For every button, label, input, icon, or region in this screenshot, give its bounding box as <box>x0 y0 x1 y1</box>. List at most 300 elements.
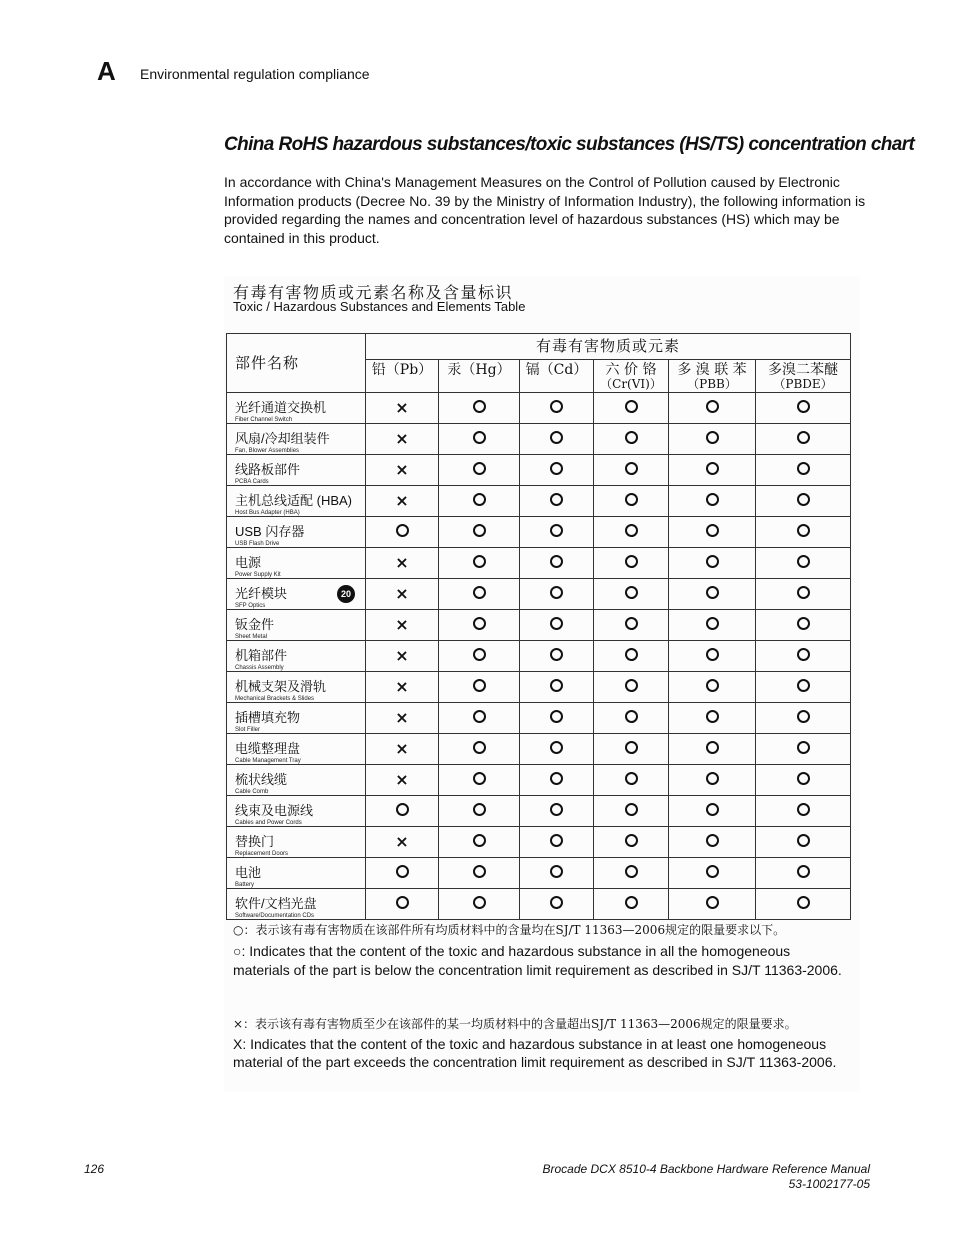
substance-mark-cell <box>439 610 520 641</box>
part-name-cn: 电池 <box>235 865 262 880</box>
circle-mark-icon <box>396 803 409 816</box>
substance-mark-cell <box>520 796 594 827</box>
substance-mark-cell <box>669 765 756 796</box>
circle-mark-icon <box>625 679 638 692</box>
circle-mark-icon <box>550 462 563 475</box>
circle-mark-icon <box>625 400 638 413</box>
substance-mark-cell <box>520 703 594 734</box>
substance-mark-cell <box>594 393 669 424</box>
circle-mark-icon <box>550 772 563 785</box>
circle-mark-icon <box>625 431 638 444</box>
substance-mark-cell <box>756 858 851 889</box>
table-row <box>227 517 851 548</box>
circle-mark-icon <box>473 555 486 568</box>
circle-mark-icon <box>706 710 719 723</box>
rohs-figure <box>224 276 860 1092</box>
substance-name: 六 价 铬 <box>605 362 657 378</box>
substance-mark-cell <box>439 827 520 858</box>
substance-mark-cell <box>520 827 594 858</box>
legend-x-en: X: Indicates that the content of the toxic and hazardous substance in at least one homogeneous material of the part exceeds the concentration limit requirement as described in SJ/T 11363-2006. <box>233 1036 837 1070</box>
part-name-cell <box>227 424 366 455</box>
circle-mark-icon <box>706 865 719 878</box>
substance-mark-cell <box>439 734 520 765</box>
legend-o-en: ○: Indicates that the content of the toxic and hazardous substance in all the homogeneous materials of the part is below the concentration limit requirement as described in SJ/T 11363-2006. <box>233 943 842 978</box>
substance-mark-cell <box>366 641 439 672</box>
circle-mark-icon <box>625 834 638 847</box>
substance-mark-cell <box>756 548 851 579</box>
substance-mark-cell <box>366 889 439 920</box>
circle-mark-icon <box>706 834 719 847</box>
cross-mark-icon: × <box>395 429 409 448</box>
substance-mark-cell <box>439 672 520 703</box>
table-row <box>227 486 851 517</box>
part-name-en: Cables and Power Cords <box>235 820 302 826</box>
circle-mark-icon <box>550 400 563 413</box>
substance-mark-cell <box>594 734 669 765</box>
part-name-cn: 机械支架及滑轨 <box>235 679 327 694</box>
circle-mark-icon <box>797 524 810 537</box>
circle-mark-icon <box>550 648 563 661</box>
substance-mark-cell <box>756 827 851 858</box>
part-name-cn: 线路板部件 <box>235 462 301 477</box>
part-name-cell <box>227 796 366 827</box>
substance-mark-cell <box>366 579 439 610</box>
table-row <box>227 424 851 455</box>
circle-mark-icon <box>706 555 719 568</box>
part-name-cn: 钣金件 <box>235 617 275 632</box>
substance-mark-cell <box>594 548 669 579</box>
part-name-cell <box>227 734 366 765</box>
cross-mark-icon: × <box>395 615 409 634</box>
substance-mark-cell <box>594 455 669 486</box>
footer-manual-title: Brocade DCX 8510-4 Backbone Hardware Reference Manual <box>542 1162 870 1176</box>
legend-o-cn: ○：表示该有毒有害物质在该部件所有均质材料中的含量均在SJ/T 11363—2006规定的限量要求以下。 <box>233 923 786 937</box>
table-row <box>227 393 851 424</box>
circle-mark-icon <box>473 896 486 909</box>
substance-mark-cell <box>520 889 594 920</box>
part-name-en: Power Supply Kit <box>235 572 281 578</box>
substance-mark-cell <box>439 579 520 610</box>
section-heading: China RoHS hazardous substances/toxic substances (HS/TS) concentration chart <box>224 134 915 155</box>
intro-paragraph: In accordance with China's Management Measures on the Control of Pollution caused by Electronic Information products (Decree No. 39 by the Ministry of Information Industry), the following information is provided regarding the names and concentration level of hazardous substances (HS) which may be contained in this product. <box>224 174 866 247</box>
substance-mark-cell <box>366 393 439 424</box>
substance-mark-cell <box>594 424 669 455</box>
part-name-cell <box>227 517 366 548</box>
circle-mark-icon <box>797 679 810 692</box>
substance-mark-cell <box>756 579 851 610</box>
substance-mark-cell <box>594 703 669 734</box>
circle-mark-icon <box>473 803 486 816</box>
substance-mark-cell <box>669 734 756 765</box>
part-name-cell <box>227 579 366 610</box>
substance-mark-cell <box>756 641 851 672</box>
circle-mark-icon <box>550 493 563 506</box>
substance-mark-cell <box>669 889 756 920</box>
circle-mark-icon <box>797 865 810 878</box>
substance-mark-cell <box>669 455 756 486</box>
substance-mark-cell <box>520 455 594 486</box>
circle-mark-icon <box>706 493 719 506</box>
table-row <box>227 703 851 734</box>
circle-mark-icon <box>625 462 638 475</box>
figure-title-cn: 有毒有害物质或元素名称及含量标识 <box>233 283 514 302</box>
part-name-en: Chassis Assembly <box>235 665 284 671</box>
circle-mark-icon <box>625 896 638 909</box>
part-name-cn: 主机总线适配 (HBA) <box>235 493 353 508</box>
cross-mark-icon: × <box>395 491 409 510</box>
part-name-cn: 光纤通道交换机 <box>235 400 327 415</box>
circle-mark-icon <box>625 524 638 537</box>
circle-mark-icon <box>550 524 563 537</box>
part-name-en: Cable Management Tray <box>235 758 301 764</box>
substance-mark-cell <box>439 486 520 517</box>
part-name-cell <box>227 548 366 579</box>
rohs-table <box>226 333 851 920</box>
cross-mark-icon: × <box>395 677 409 696</box>
part-name-cell <box>227 393 366 424</box>
cross-mark-icon: × <box>395 584 409 603</box>
circle-mark-icon <box>706 524 719 537</box>
circle-mark-icon <box>706 896 719 909</box>
circle-mark-icon <box>473 679 486 692</box>
substance-mark-cell <box>669 486 756 517</box>
substance-mark-cell <box>669 393 756 424</box>
substance-mark-cell <box>669 548 756 579</box>
substance-mark-cell <box>439 889 520 920</box>
part-name-en: Host Bus Adapter (HBA) <box>235 510 300 516</box>
substance-mark-cell <box>669 641 756 672</box>
cross-mark-icon: × <box>395 770 409 789</box>
part-name-en: Slot Filler <box>235 727 261 733</box>
substance-symbol: （PBDE） <box>773 377 833 391</box>
substance-name: 多溴二苯醚 <box>768 362 839 378</box>
substance-mark-cell <box>669 424 756 455</box>
substance-mark-cell <box>756 703 851 734</box>
circle-mark-icon <box>625 586 638 599</box>
part-name-en: Fiber Channel Switch <box>235 417 293 423</box>
substance-mark-cell <box>439 548 520 579</box>
circle-mark-icon <box>706 679 719 692</box>
substance-header <box>366 360 439 393</box>
part-name-cell <box>227 765 366 796</box>
circle-mark-icon <box>473 648 486 661</box>
part-name-cn: 电缆整理盘 <box>235 741 301 756</box>
substance-mark-cell <box>366 858 439 889</box>
substance-mark-cell <box>520 393 594 424</box>
circle-mark-icon <box>473 524 486 537</box>
circle-mark-icon <box>550 741 563 754</box>
circle-mark-icon <box>550 679 563 692</box>
circle-mark-icon <box>797 493 810 506</box>
circle-mark-icon <box>396 896 409 909</box>
cross-mark-icon: × <box>395 646 409 665</box>
circle-mark-icon <box>625 493 638 506</box>
substance-name: 铅（Pb） <box>371 362 433 378</box>
circle-mark-icon <box>473 493 486 506</box>
substance-mark-cell <box>520 579 594 610</box>
circle-mark-icon <box>473 834 486 847</box>
circle-mark-icon <box>550 617 563 630</box>
substance-mark-cell <box>520 424 594 455</box>
substance-mark-cell <box>756 734 851 765</box>
substance-mark-cell <box>756 393 851 424</box>
substance-mark-cell <box>439 641 520 672</box>
substance-mark-cell <box>520 765 594 796</box>
part-name-en: Replacement Doors <box>235 851 289 857</box>
substance-mark-cell <box>366 548 439 579</box>
substance-mark-cell <box>520 858 594 889</box>
cross-mark-icon: × <box>395 739 409 758</box>
circle-mark-icon <box>396 524 409 537</box>
substance-mark-cell <box>669 517 756 548</box>
substance-mark-cell <box>366 455 439 486</box>
substance-mark-cell <box>594 796 669 827</box>
substance-mark-cell <box>439 765 520 796</box>
part-name-cn: 梳状线缆 <box>235 772 288 787</box>
footer-doc-number: 53-1002177-05 <box>788 1177 870 1191</box>
substance-mark-cell <box>756 610 851 641</box>
circle-mark-icon <box>550 555 563 568</box>
cross-mark-icon: × <box>395 832 409 851</box>
substances-group-header: 有毒有害物质或元素 <box>366 334 851 360</box>
substance-mark-cell <box>594 765 669 796</box>
circle-mark-icon <box>797 648 810 661</box>
substance-mark-cell <box>756 796 851 827</box>
substance-mark-cell <box>366 517 439 548</box>
substance-mark-cell <box>669 858 756 889</box>
circle-mark-icon <box>473 772 486 785</box>
circle-mark-icon <box>550 431 563 444</box>
substance-mark-cell <box>594 579 669 610</box>
substance-mark-cell <box>366 827 439 858</box>
circle-mark-icon <box>797 617 810 630</box>
circle-mark-icon <box>625 555 638 568</box>
part-name-cn: USB 闪存器 <box>235 524 305 539</box>
circle-mark-icon <box>625 741 638 754</box>
part-name-cn: 插槽填充物 <box>235 710 301 725</box>
substance-mark-cell <box>756 455 851 486</box>
circle-mark-icon <box>797 741 810 754</box>
substance-mark-cell <box>366 734 439 765</box>
substance-mark-cell <box>520 517 594 548</box>
circle-mark-icon <box>706 772 719 785</box>
part-name-cell <box>227 889 366 920</box>
substance-mark-cell <box>594 672 669 703</box>
substance-mark-cell <box>439 858 520 889</box>
substance-mark-cell <box>520 672 594 703</box>
part-name-cell <box>227 703 366 734</box>
substance-mark-cell <box>439 517 520 548</box>
part-name-cell <box>227 610 366 641</box>
substance-mark-cell <box>520 486 594 517</box>
table-row <box>227 672 851 703</box>
figure-title-en: Toxic / Hazardous Substances and Elements Table <box>233 299 526 314</box>
table-row <box>227 641 851 672</box>
part-name-cn: 机箱部件 <box>235 648 288 663</box>
part-name-cn: 电源 <box>235 555 262 570</box>
substance-mark-cell <box>756 486 851 517</box>
substance-mark-cell <box>756 424 851 455</box>
part-name-en: Software/Documentation CDs <box>235 913 315 919</box>
circle-mark-icon <box>625 617 638 630</box>
table-row <box>227 827 851 858</box>
substance-mark-cell <box>594 889 669 920</box>
part-name-en: Sheet Metal <box>235 634 268 640</box>
table-row <box>227 765 851 796</box>
part-name-cn: 风扇/冷却组装件 <box>235 431 330 446</box>
substance-header <box>669 360 756 393</box>
chapter-letter: A <box>97 56 116 86</box>
substance-mark-cell <box>669 672 756 703</box>
circle-mark-icon <box>473 431 486 444</box>
substance-mark-cell <box>756 672 851 703</box>
substance-mark-cell <box>439 796 520 827</box>
substance-mark-cell <box>594 610 669 641</box>
circle-mark-icon <box>797 772 810 785</box>
part-name-en: SFP Optics <box>235 603 266 609</box>
circle-mark-icon <box>550 896 563 909</box>
circle-mark-icon <box>706 586 719 599</box>
circle-mark-icon <box>706 462 719 475</box>
circle-mark-icon <box>550 834 563 847</box>
circle-mark-icon <box>625 803 638 816</box>
substance-mark-cell <box>669 796 756 827</box>
chapter-title: Environmental regulation compliance <box>140 66 370 82</box>
part-name-en: Battery <box>235 882 255 888</box>
substance-mark-cell <box>366 486 439 517</box>
circle-mark-icon <box>797 803 810 816</box>
circle-mark-icon <box>473 462 486 475</box>
epup-20-badge-icon: 20 <box>337 585 355 603</box>
legend-x-cn: ×：表示该有毒有害物质至少在该部件的某一均质材料中的含量超出SJ/T 11363—2006规定的限量要求。 <box>233 1017 797 1031</box>
substance-header <box>756 360 851 393</box>
substance-mark-cell <box>366 765 439 796</box>
substance-mark-cell <box>520 610 594 641</box>
substance-mark-cell <box>366 424 439 455</box>
circle-mark-icon <box>473 586 486 599</box>
table-row <box>227 734 851 765</box>
circle-mark-icon <box>797 896 810 909</box>
circle-mark-icon <box>797 834 810 847</box>
substance-mark-cell <box>594 858 669 889</box>
substance-header <box>594 360 669 393</box>
substance-mark-cell <box>594 827 669 858</box>
circle-mark-icon <box>473 865 486 878</box>
substance-mark-cell <box>756 517 851 548</box>
substance-symbol: （Cr(VI)） <box>600 377 662 391</box>
table-row <box>227 455 851 486</box>
circle-mark-icon <box>797 462 810 475</box>
substance-header <box>439 360 520 393</box>
circle-mark-icon <box>550 865 563 878</box>
substance-mark-cell <box>594 517 669 548</box>
part-name-en: Cable Comb <box>235 789 269 795</box>
circle-mark-icon <box>706 400 719 413</box>
cross-mark-icon: × <box>395 398 409 417</box>
substance-mark-cell <box>594 641 669 672</box>
circle-mark-icon <box>706 617 719 630</box>
substance-mark-cell <box>366 703 439 734</box>
cross-mark-icon: × <box>395 460 409 479</box>
substance-mark-cell <box>669 579 756 610</box>
part-name-cell <box>227 672 366 703</box>
table-row <box>227 796 851 827</box>
table-row <box>227 579 851 610</box>
circle-mark-icon <box>797 555 810 568</box>
part-name-en: USB Flash Drive <box>235 541 280 547</box>
substance-mark-cell <box>756 889 851 920</box>
substance-mark-cell <box>520 548 594 579</box>
circle-mark-icon <box>797 431 810 444</box>
substance-name: 汞（Hg） <box>447 362 511 378</box>
circle-mark-icon <box>396 865 409 878</box>
circle-mark-icon <box>625 772 638 785</box>
circle-mark-icon <box>706 803 719 816</box>
part-name-cn: 替换门 <box>235 834 275 849</box>
part-name-cell <box>227 827 366 858</box>
part-name-cn: 软件/文档光盘 <box>235 896 317 911</box>
cross-mark-icon: × <box>395 553 409 572</box>
substance-mark-cell <box>669 703 756 734</box>
circle-mark-icon <box>473 741 486 754</box>
circle-mark-icon <box>625 865 638 878</box>
part-name-cell <box>227 858 366 889</box>
substance-mark-cell <box>594 486 669 517</box>
part-name-cell <box>227 455 366 486</box>
circle-mark-icon <box>706 648 719 661</box>
circle-mark-icon <box>550 710 563 723</box>
table-row <box>227 889 851 920</box>
substance-name: 镉（Cd） <box>525 362 588 378</box>
part-name-header: 部件名称 <box>227 334 366 393</box>
substance-name: 多 溴 联 苯 <box>677 362 747 378</box>
circle-mark-icon <box>625 648 638 661</box>
part-name-en: Mechanical Brackets & Slides <box>235 696 315 702</box>
cross-mark-icon: × <box>395 708 409 727</box>
substance-header <box>520 360 594 393</box>
circle-mark-icon <box>797 586 810 599</box>
substance-mark-cell <box>520 641 594 672</box>
substance-mark-cell <box>366 610 439 641</box>
table-row <box>227 858 851 889</box>
part-name-en: PCBA Cards <box>235 479 269 485</box>
table-row <box>227 610 851 641</box>
substance-mark-cell <box>366 796 439 827</box>
part-name-en: Fan, Blower Assemblies <box>235 448 300 454</box>
substance-mark-cell <box>669 827 756 858</box>
substance-mark-cell <box>669 610 756 641</box>
circle-mark-icon <box>473 400 486 413</box>
circle-mark-icon <box>797 400 810 413</box>
circle-mark-icon <box>625 710 638 723</box>
part-name-cn: 光纤模块 <box>235 586 288 601</box>
substance-mark-cell <box>439 455 520 486</box>
substance-mark-cell <box>439 703 520 734</box>
table-row <box>227 548 851 579</box>
substance-mark-cell <box>366 672 439 703</box>
part-name-cell <box>227 486 366 517</box>
substance-mark-cell <box>756 765 851 796</box>
substance-mark-cell <box>439 393 520 424</box>
circle-mark-icon <box>706 741 719 754</box>
substance-symbol: （PBB） <box>687 377 737 391</box>
circle-mark-icon <box>550 586 563 599</box>
circle-mark-icon <box>473 617 486 630</box>
substance-mark-cell <box>520 734 594 765</box>
part-name-cell <box>227 641 366 672</box>
circle-mark-icon <box>473 710 486 723</box>
circle-mark-icon <box>550 803 563 816</box>
